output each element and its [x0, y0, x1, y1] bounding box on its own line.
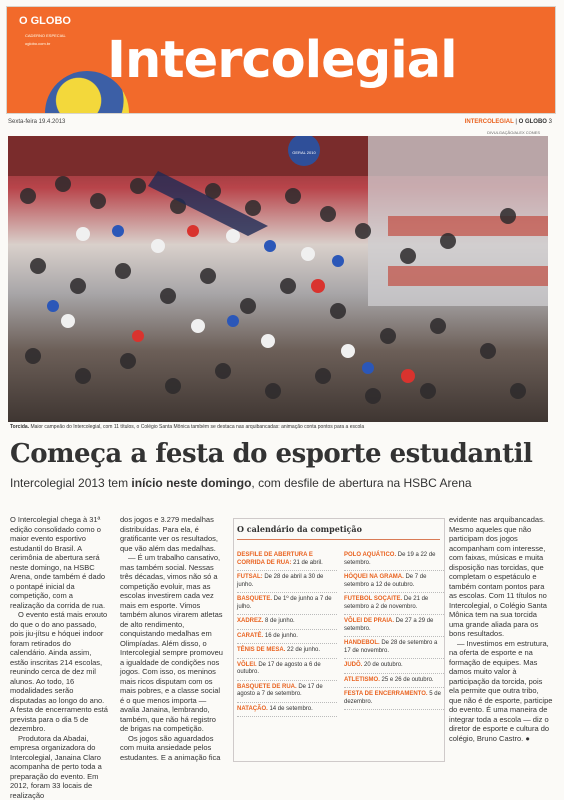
event-name: VÔLEI DE PRAIA. [344, 618, 394, 624]
subhead-part1: Intercolegial 2013 tem [10, 476, 131, 490]
article-column-1 [10, 515, 108, 800]
calendar-event [237, 549, 337, 571]
paragraph: O Intercolegial chega à 31ª edição consolidado como o maior evento esportivo estudantil do Brasil. A cerimônia de abertura será neste domingo, na HSBC Arena, onde também é dado o pontapé inicial da competição, com a realização da corrida de rua. [10, 515, 108, 610]
calendar-box [233, 518, 445, 762]
article-column-4 [449, 515, 553, 743]
paragraph: evidente nas arquibancadas. Mesmo aqueles que não participam dos jogos acompanham com interesse, com faixas, músicas e muita disposição nas torcidas, que completam o espetáculo e também contam pontos para as escolas. Com 11 títulos no Intercolegial, o Colégio Santa Mônica tem na sua torcida uma grande aliada para os bons resultados. [449, 515, 553, 639]
event-date: 25 e 26 de outubro. [380, 677, 434, 683]
event-name: HÓQUEI NA GRAMA. [344, 574, 404, 580]
event-name: DESFILE DE ABERTURA E CORRIDA DE RUA: [237, 552, 313, 566]
paragraph: O evento está mais enxuto do que o do ano passado, pois jiu-jítsu e hóquei indoor foram retirados do calendário. Ainda assim, estão inscritas 214 escolas, reunindo cerca de dez mil alunos. Ao todo, 16 modalidades serão disputadas ao longo do ano. A festa de encerramento está prevista para o dia 5 de dezembro. [10, 610, 108, 734]
event-date: De 27 a 29 de setembro. [344, 618, 433, 632]
paragraph-text: — Investimos em estrutura, na oferta de esporte e na formação de equipes. Mas damos muito valor à participação da torcida, pois ela permite que outra tribo, que não é de esporte, participe do evento. É uma maneira de integrar toda a escola — diz o diretor de esporte e cultura do colégio, Bruno Castro. [449, 639, 552, 743]
event-name: BASQUETE. [237, 596, 272, 602]
calendar-event [344, 615, 444, 637]
event-date: De 28 de setembro a 17 de novembro. [344, 640, 437, 654]
event-name: BASQUETE DE RUA. [237, 684, 297, 690]
banner-in-photo: GERAL 2010 [292, 150, 316, 155]
page-folio: INTERCOLEGIAL | O GLOBO 3 [465, 119, 552, 125]
event-date: 21 de abril. [291, 560, 322, 566]
calendar-event [344, 659, 444, 674]
event-date: 5 de dezembro. [344, 691, 441, 705]
photo-caption [10, 424, 554, 430]
calendar-event [344, 637, 444, 659]
end-mark: ● [525, 734, 530, 743]
calendar-event [237, 593, 337, 615]
photo-credit: DIVULGAÇÃO/ALEX CONES [487, 130, 540, 135]
calendar-event [237, 571, 337, 593]
page-number: 3 [549, 119, 552, 125]
event-name: JUDÔ. [344, 662, 362, 668]
event-date: 16 de junho. [263, 633, 298, 639]
event-date: De 21 de setembro a 2 de novembro. [344, 596, 428, 610]
crowd-illustration [8, 136, 548, 422]
folio-brand: O GLOBO [519, 119, 547, 125]
event-date: De 17 de agosto a 6 de outubro. [237, 662, 321, 676]
masthead-banner [6, 6, 556, 114]
calendar-event [344, 593, 444, 615]
calendar-event [344, 571, 444, 593]
event-date: De 17 de agosto a 7 de setembro. [237, 684, 323, 698]
paragraph: Os jogos são aguardados com muita ansiedade pelos estudantes. E a animação fica [120, 734, 224, 763]
calendar-column-left [237, 549, 337, 717]
newspaper-logo [15, 13, 87, 29]
event-date: De 7 de setembro a 12 de outubro. [344, 574, 426, 588]
event-name: FUTSAL: [237, 574, 263, 580]
event-date: De 28 de abril a 30 de junho. [237, 574, 323, 588]
calendar-divider [237, 539, 440, 540]
event-name: TÊNIS DE MESA. [237, 647, 285, 653]
event-date: De 19 a 22 de setembro. [344, 552, 436, 566]
subhead-bold: início neste domingo [131, 476, 251, 490]
calendar-event [237, 703, 337, 718]
event-name: CARATÊ. [237, 633, 263, 639]
banner-website: oglobo.com.br [25, 41, 50, 46]
calendar-column-right [344, 549, 444, 710]
event-name: FESTA DE ENCERRAMENTO. [344, 691, 428, 697]
issue-date: Sexta-feira 19.4.2013 [8, 119, 65, 125]
paragraph: dos jogos e 3.279 medalhas distribuídas. Para ela, é gratificante ver os resultados, que vão além das medalhas. [120, 515, 224, 553]
crowd-photo [8, 136, 548, 422]
event-name: HANDEBOL. [344, 640, 380, 646]
paragraph: — É um trabalho cansativo, mas também social. Nessas três décadas, vimos não só a competição evoluir, mas as escolas investirem cada vez mais em esporte. Vimos também alunos virarem atletas de alto rendimento, conquistando medalhas em Olimpíadas. Além disso, o Intercolegial sempre promoveu a igualdade de condições nos jogos. Com isso, os meninos mais ricos disputam com os mais pobres, e a classe social é o que menos importa — avalia Janaina, lembrando, também, que não há registro de brigas na competição. [120, 553, 224, 734]
banner-title: Intercolegial [107, 31, 457, 91]
calendar-event [237, 615, 337, 630]
logo-text: O GLOBO [19, 15, 71, 27]
article-column-2 [120, 515, 224, 762]
caption-text: Maior campeão do Intercolegial, com 11 títulos, o Colégio Santa Mônica também se destaca nas arquibancadas: animação conta pontos para a escola [29, 424, 364, 430]
calendar-event [344, 688, 444, 710]
calendar-event [237, 630, 337, 645]
event-name: POLO AQUÁTICO. [344, 552, 396, 558]
calendar-event [237, 659, 337, 681]
calendar-title: O calendário da competição [237, 524, 362, 534]
event-name: NATAÇÃO. [237, 706, 268, 712]
event-date: De 1º de junho a 7 de julho. [237, 596, 332, 610]
event-date: 8 de junho. [263, 618, 294, 624]
subheadline [10, 476, 472, 490]
calendar-event [344, 549, 444, 571]
event-date: 14 de setembro. [268, 706, 313, 712]
section-name: INTERCOLEGIAL [465, 119, 514, 125]
headline: Começa a festa do esporte estudantil [10, 439, 532, 469]
paragraph [449, 639, 553, 744]
caption-lead: Torcida. [10, 424, 29, 430]
event-name: ATLETISMO. [344, 677, 380, 683]
calendar-event [237, 644, 337, 659]
event-name: FUTEBOL SOÇAITE. [344, 596, 402, 602]
calendar-event [237, 681, 337, 703]
event-name: XADREZ. [237, 618, 263, 624]
calendar-event [344, 674, 444, 689]
event-date: 20 de outubro. [362, 662, 402, 668]
event-name: VÔLEI. [237, 662, 257, 668]
event-date: 22 de junho. [285, 647, 320, 653]
banner-small-text: CADERNO ESPECIAL [25, 33, 66, 38]
paragraph: Produtora da Abadai, empresa organizadora do Intercolegial, Janaina Claro acompanha de perto toda a preparação do evento. Em 2012, foram 33 locais de realização [10, 734, 108, 800]
subhead-part2: , com desfile de abertura na HSBC Arena [251, 476, 471, 490]
